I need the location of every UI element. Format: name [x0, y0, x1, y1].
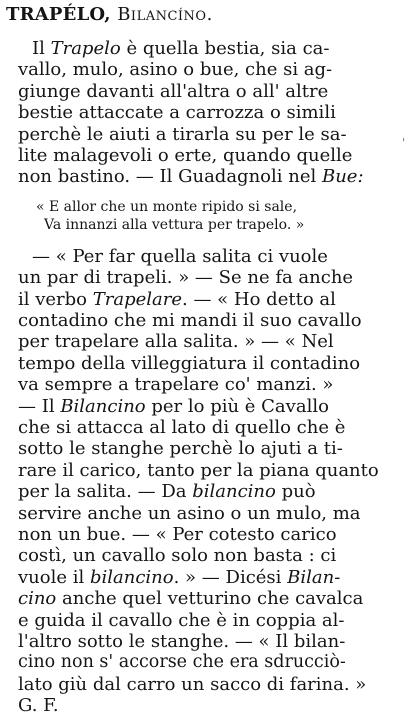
paragraph2-line-15: costì, un cavallo solo non basta : ci — [18, 545, 337, 567]
paragraph2-line-7: va sempre a trapelare co' manzi. » — [18, 374, 334, 396]
text-segment: vuole il — [18, 566, 90, 588]
paragraph2-line-14: non un bue. — « Per cotesto carico — [18, 524, 337, 545]
signature: G. F. — [18, 695, 59, 716]
paragraph1-line-6: lite malagevoli o erte, quando quelle — [18, 145, 353, 166]
term-trapelo: Trapelo — [50, 38, 121, 59]
paragraph2-line-10: sotto le stanghe perchè lo ajuti a ti- — [18, 438, 343, 460]
paragraph2-line-13: servire anche un asino o un mulo, ma — [18, 502, 361, 524]
text-segment: per la salita. — Da — [18, 481, 193, 503]
text-segment: — Il — [18, 395, 61, 417]
verse-line-1: « E allor che un monte ripido si sale, — [36, 198, 298, 215]
paragraph2-line-20: cino non s' accorse che era sdrucciò- — [18, 652, 346, 673]
term-bilancino: bilancino — [89, 566, 174, 588]
paragraph1-line-5: perchè le aiuti a tirarla su per le sa- — [18, 123, 347, 145]
paragraph2-line-8 — [18, 395, 329, 417]
paragraph2-line-3 — [18, 288, 336, 310]
text-segment: anche quel vetturino che cavalca — [56, 588, 364, 610]
paragraph2-line-9: che si attacca al lato di quello che è — [18, 417, 346, 438]
paragraph1-line-7 — [18, 168, 364, 186]
print-mark: ' — [402, 136, 406, 150]
text-segment: non bastino. — Il Guadagnoli nel — [18, 166, 322, 188]
text-segment: per lo più è Cavallo — [145, 395, 329, 417]
term-bilancino: Bilancino — [60, 395, 146, 417]
paragraph2-line-12 — [18, 483, 316, 501]
paragraph2-line-6: tempo della villeggiatura il contadino — [18, 352, 361, 374]
paragraph1-line-3: giunge davanti all'altra o all' altre — [18, 80, 329, 102]
paragraph2-line-19: l'altro sotto le stanghe. — « Il bilan- — [18, 631, 346, 652]
work-title-bue: Bue: — [321, 166, 364, 188]
headword: TRAPÉLO, — [6, 4, 111, 25]
paragraph2-line-16 — [18, 566, 341, 588]
paragraph2-line-1: — « Per far quella salita ci vuole — [32, 245, 328, 267]
term-trapelare: Trapelare — [92, 288, 183, 310]
text-segment: il verbo — [18, 288, 93, 310]
text-segment: Il — [32, 38, 51, 59]
paragraph2-line-4: contadino che mi mandi il suo cavallo — [18, 310, 362, 331]
paragraph1-line-1 — [32, 40, 329, 58]
paragraph2-line-17 — [18, 590, 363, 608]
text-segment: è quella bestia, sia ca- — [120, 38, 330, 59]
paragraph2-line-2: un par di trapeli. » — Se ne fa anche — [18, 267, 354, 289]
verse-line-2: Va innanzi alla vettura per trapelo. » — [44, 216, 305, 233]
paragraph2-line-18: e guida il cavallo che è in coppia al- — [18, 609, 345, 631]
text-segment: può — [275, 481, 316, 503]
entry-title — [6, 6, 213, 24]
paragraph2-line-5: per trapelare alla salita. » — « Nel — [18, 331, 334, 353]
text-segment: . — « Ho detto al — [182, 288, 336, 310]
term-bilancino: bilancino — [192, 481, 276, 503]
paragraph1-line-2: vallo, mulo, asino o bue, che si ag- — [18, 59, 333, 81]
term-bilancino: cino — [18, 588, 57, 610]
text-segment: . » — Dicési — [173, 566, 288, 588]
paragraph1-line-4: bestie attaccate a carrozza o simili — [18, 102, 336, 124]
paragraph2-line-21: lato giù dal carro un sacco di farina. » — [18, 673, 367, 695]
paragraph2-line-11: rare il carico, tanto per la piana quanto — [18, 459, 379, 481]
variant-headword: Bilancíno. — [117, 4, 213, 25]
term-bilancino: Bilan- — [287, 566, 341, 588]
